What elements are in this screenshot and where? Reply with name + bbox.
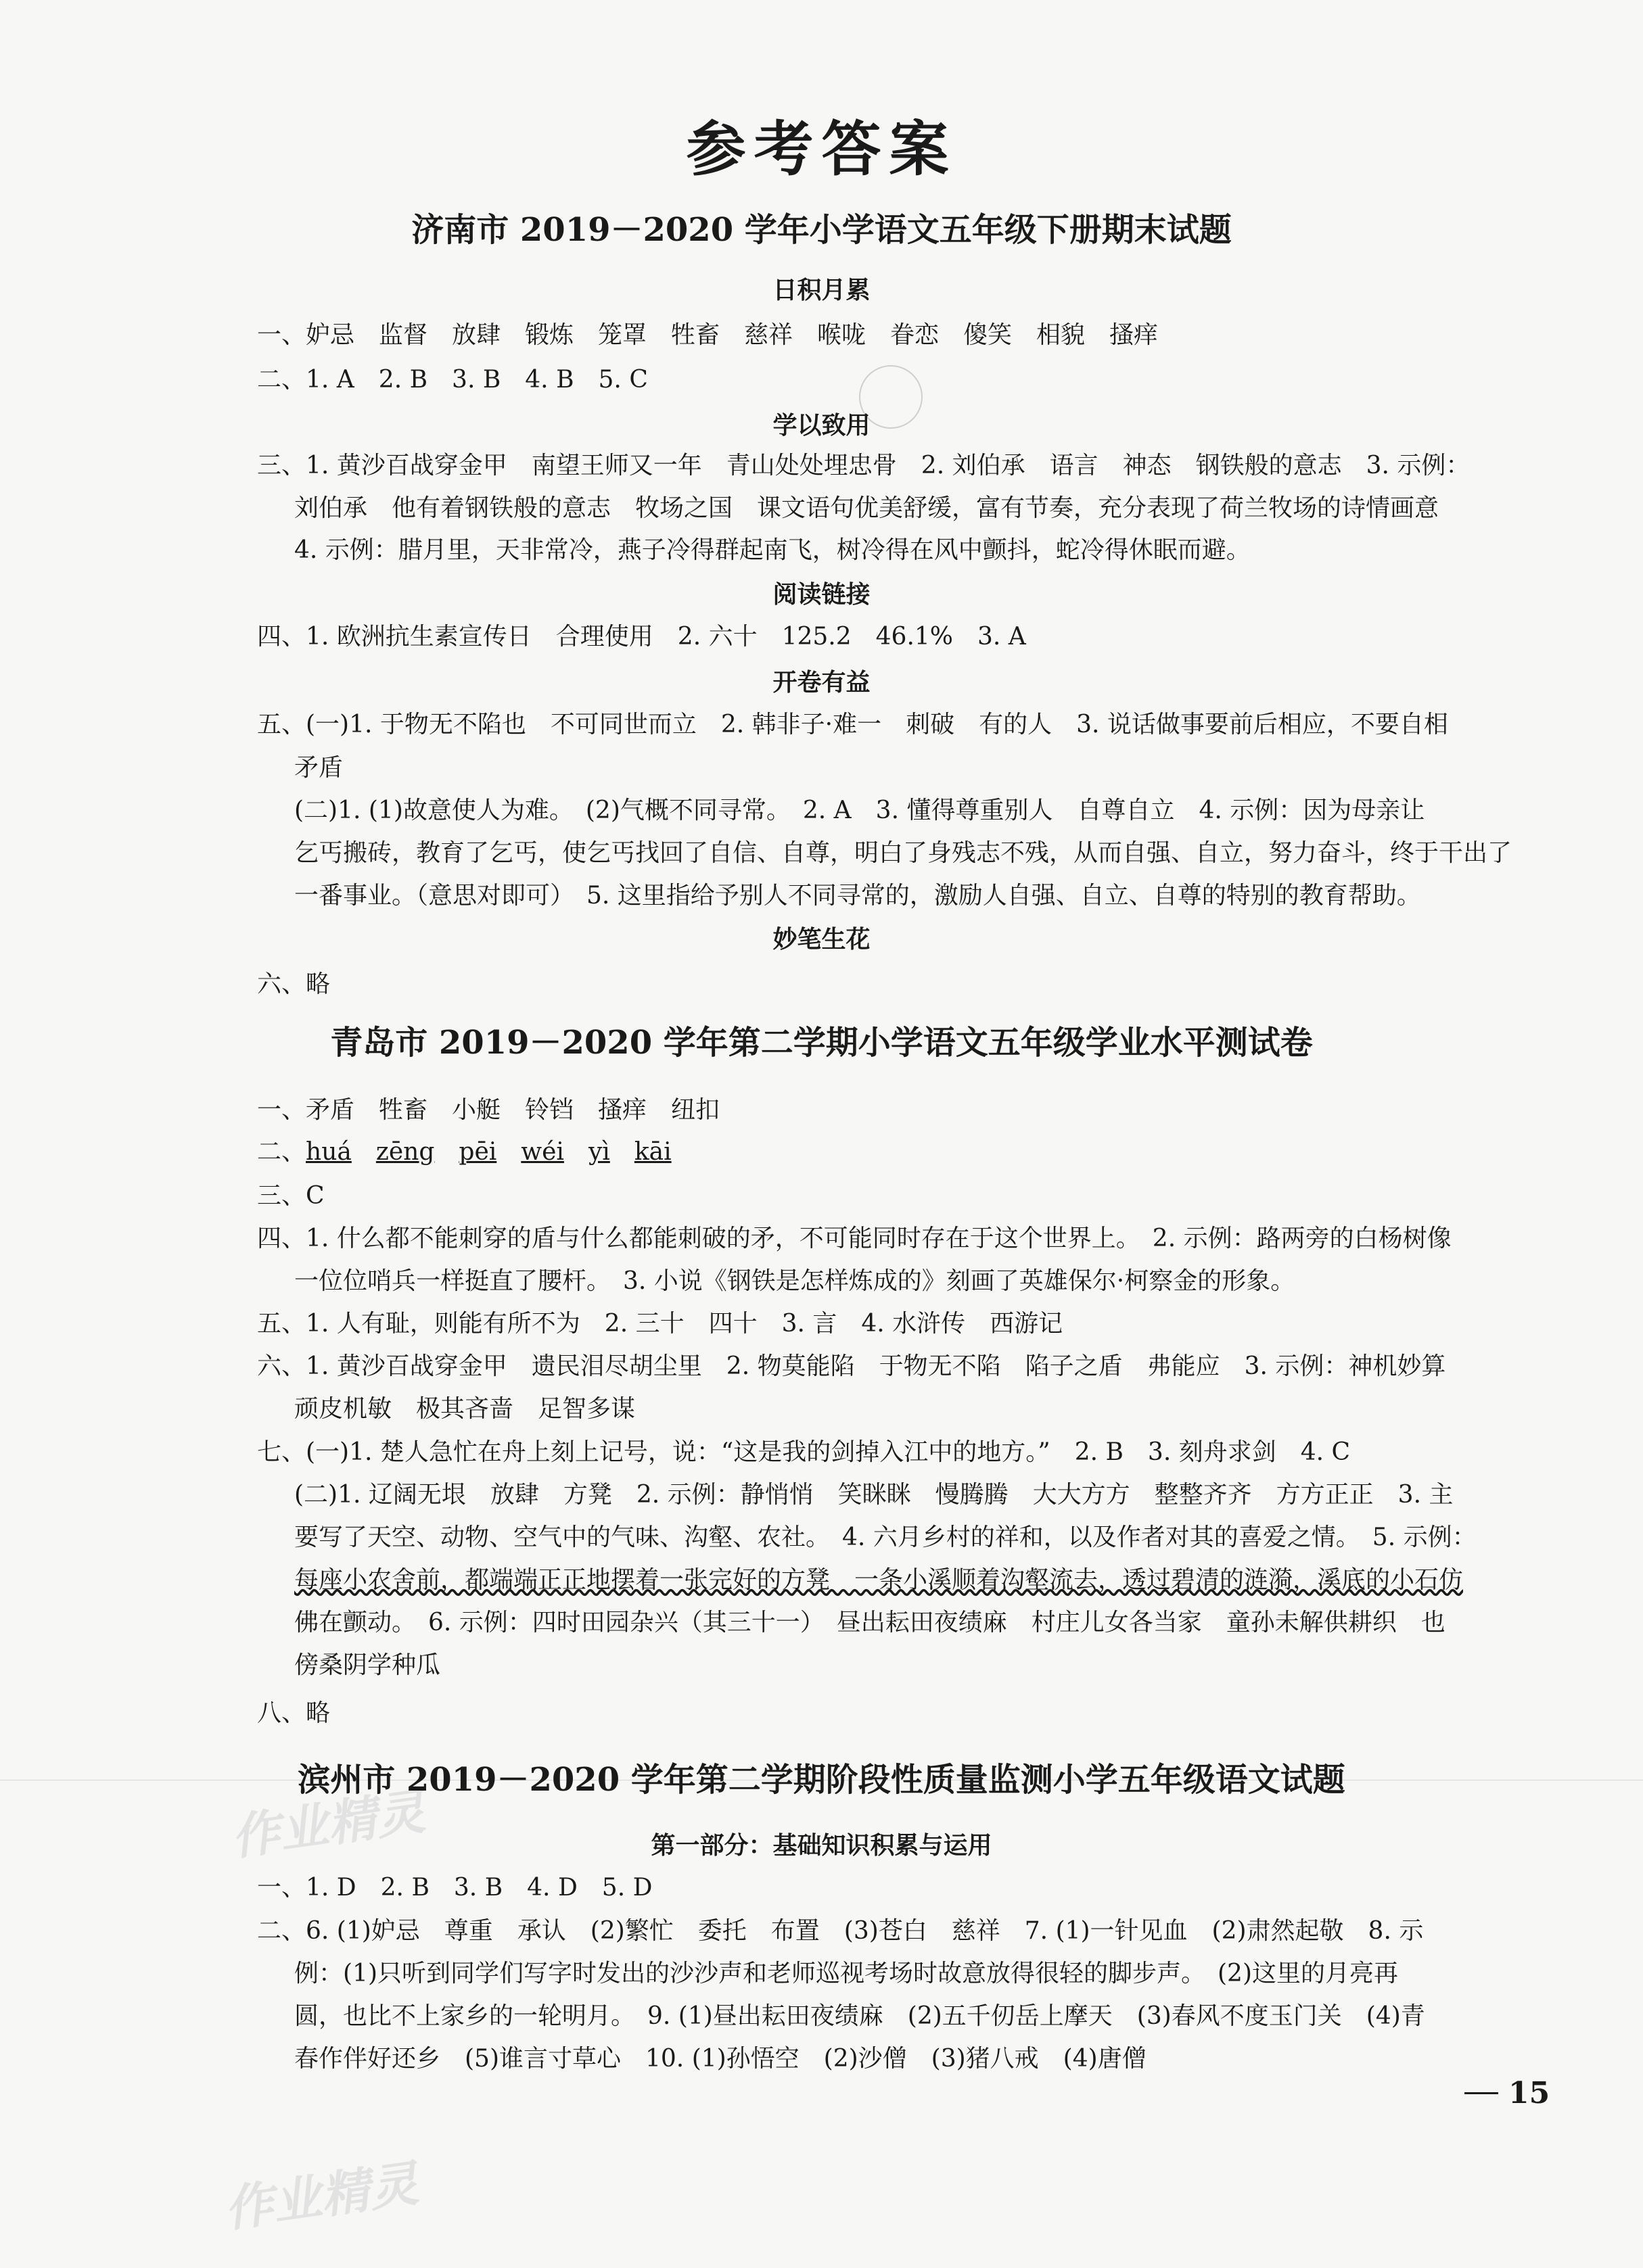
answer-line: 4. 示例：腊月里，天非常冷，燕子冷得群起南飞，树冷得在风中颤抖，蛇冷得休眠而避。 bbox=[294, 536, 1251, 564]
answer-line: 二、1. A 2. B 3. B 4. B 5. C bbox=[257, 366, 648, 394]
answer-line: 乞丐搬砖，教育了乞丐，使乞丐找回了自信、自尊，明白了身残志不残，从而自强、自立，努力奋斗，终于干出了 bbox=[294, 839, 1512, 867]
answer-line: 圆，也比不上家乡的一轮明月。 9. (1)昼出耘田夜绩麻 (2)五千仞岳上摩天 (3)春风不度玉门关 (4)青 bbox=[294, 2002, 1425, 2030]
answer-line: 一位位哨兵一样挺直了腰杆。 3. 小说《钢铁是怎样炼成的》刻画了英雄保尔·柯察金的形象。 bbox=[294, 1267, 1295, 1295]
pinyin-answer: zēng bbox=[375, 1138, 435, 1166]
answer-line: 六、略 bbox=[257, 970, 331, 998]
answer-prefix: 二、 bbox=[257, 1138, 306, 1166]
answer-line: 矛盾 bbox=[294, 754, 344, 782]
pinyin-answer: yì bbox=[588, 1138, 610, 1166]
answer-line: 一、1. D 2. B 3. B 4. D 5. D bbox=[257, 1874, 653, 1901]
pinyin-answer: wéi bbox=[521, 1138, 564, 1166]
answer-line: 刘伯承 他有着钢铁般的意志 牧场之国 课文语句优美舒缓，富有节奏，充分表现了荷兰牧场的诗情画意 bbox=[294, 494, 1439, 522]
answer-line: 傍桑阴学种瓜 bbox=[294, 1651, 441, 1679]
answer-line: (二)1. (1)故意使人为难。 (2)气概不同寻常。 2. A 3. 懂得尊重别人 自尊自立 4. 示例：因为母亲让 bbox=[294, 797, 1425, 824]
subhead-yuedu: 阅读链接 bbox=[772, 580, 871, 609]
section-title-jinan: 济南市 2019－2020 学年小学语文五年级下册期末试题 bbox=[411, 211, 1232, 249]
answer-line: 二、6. (1)妒忌 尊重 承认 (2)繁忙 委托 布置 (3)苍白 慈祥 7. (1)一针见血 (2)肃然起敬 8. 示 bbox=[257, 1917, 1424, 1945]
subhead-kaijuan: 开卷有益 bbox=[772, 668, 871, 696]
watermark: 作业精灵 bbox=[221, 2154, 422, 2238]
answer-line: 三、1. 黄沙百战穿金甲 南望王师又一年 青山处处埋忠骨 2. 刘伯承 语言 神态 钢铁般的意志 3. 示例： bbox=[257, 452, 1471, 479]
pinyin-answer: pēi bbox=[459, 1138, 497, 1166]
answer-line: 三、C bbox=[257, 1182, 325, 1210]
watermark: 作业精灵 bbox=[227, 1782, 429, 1866]
answer-line: (二)1. 辽阔无垠 放肆 方凳 2. 示例：静悄悄 笑眯眯 慢腾腾 大大方方 整整齐齐 方方正正 3. 主 bbox=[294, 1481, 1454, 1509]
answer-line: 八、略 bbox=[257, 1699, 331, 1727]
answer-line: 要写了天空、动物、空气中的气味、沟壑、农社。 4. 六月乡村的祥和，以及作者对其的喜爱之情。 5. 示例： bbox=[294, 1523, 1477, 1551]
answer-line: 一、妒忌 监督 放肆 锻炼 笼罩 牲畜 慈祥 喉咙 眷恋 傻笑 相貌 搔痒 bbox=[257, 321, 1159, 349]
section-title-qingdao: 青岛市 2019－2020 学年第二学期小学语文五年级学业水平测试卷 bbox=[330, 1024, 1313, 1062]
answer-line: 五、1. 人有耻，则能有所不为 2. 三十 四十 3. 言 4. 水浒传 西游记 bbox=[257, 1310, 1063, 1338]
pinyin-answer: kāi bbox=[634, 1138, 672, 1166]
answer-line: 五、(一)1. 于物无不陷也 不可同世而立 2. 韩非子·难一 刺破 有的人 3. 说话做事要前后相应，不要自相 bbox=[257, 711, 1448, 738]
pinyin-line bbox=[257, 1136, 1529, 1168]
answer-line: 六、1. 黄沙百战穿金甲 遗民泪尽胡尘里 2. 物莫能陷 于物无不陷 陷子之盾 弗能应 3. 示例：神机妙算 bbox=[257, 1352, 1446, 1380]
pinyin-answer: huá bbox=[306, 1138, 352, 1166]
section-title-binzhou: 滨州市 2019－2020 学年第二学期阶段性质量监测小学五年级语文试题 bbox=[298, 1761, 1345, 1799]
page-number-dash bbox=[1464, 2092, 1498, 2094]
answer-line: 春作伴好还乡 (5)谁言寸草心 10. (1)孙悟空 (2)沙僧 (3)猪八戒 (4)唐僧 bbox=[294, 2045, 1147, 2073]
page-title: 参考答案 bbox=[686, 114, 957, 184]
answer-line: 一番事业。（意思对即可） 5. 这里指给予别人不同寻常的，激励人自强、自立、自尊的特别的教育帮助。 bbox=[294, 882, 1421, 909]
answer-line: 四、1. 欧洲抗生素宣传日 合理使用 2. 六十 125.2 46.1% 3. A bbox=[257, 623, 1026, 651]
page-number: 15 bbox=[1508, 2076, 1550, 2110]
answer-line: 佛在颤动。 6. 示例：四时田园杂兴（其三十一） 昼出耘田夜绩麻 村庄儿女各当家 童孙未解供耕织 也 bbox=[294, 1609, 1445, 1636]
answer-line-wavy: 每座小农舍前，都端端正正地摆着一张完好的方凳 一条小溪顺着沟壑流去，透过碧清的涟漪，溪底的小石仿 bbox=[294, 1566, 1464, 1594]
subhead-miaobi: 妙笔生花 bbox=[772, 925, 871, 953]
answer-line: 一、矛盾 牲畜 小艇 铃铛 搔痒 纽扣 bbox=[257, 1096, 720, 1124]
answer-line: 七、(一)1. 楚人急忙在舟上刻上记号，说：“这是我的剑掉入江中的地方。” 2. B 3. 刻舟求剑 4. C bbox=[257, 1438, 1351, 1466]
answer-line: 例：(1)只听到同学们写字时发出的沙沙声和老师巡视考场时故意放得很轻的脚步声。 (2)这里的月亮再 bbox=[294, 1960, 1398, 1987]
subhead-riji: 日积月累 bbox=[772, 276, 871, 304]
answer-line: 顽皮机敏 极其吝啬 足智多谋 bbox=[294, 1395, 636, 1423]
subhead-part1: 第一部分：基础知识积累与运用 bbox=[651, 1831, 992, 1860]
answer-line: 四、1. 什么都不能刺穿的盾与什么都能刺破的矛，不可能同时存在于这个世界上。 2. 示例：路两旁的白杨树像 bbox=[257, 1225, 1452, 1252]
subhead-xueyi: 学以致用 bbox=[772, 411, 871, 440]
